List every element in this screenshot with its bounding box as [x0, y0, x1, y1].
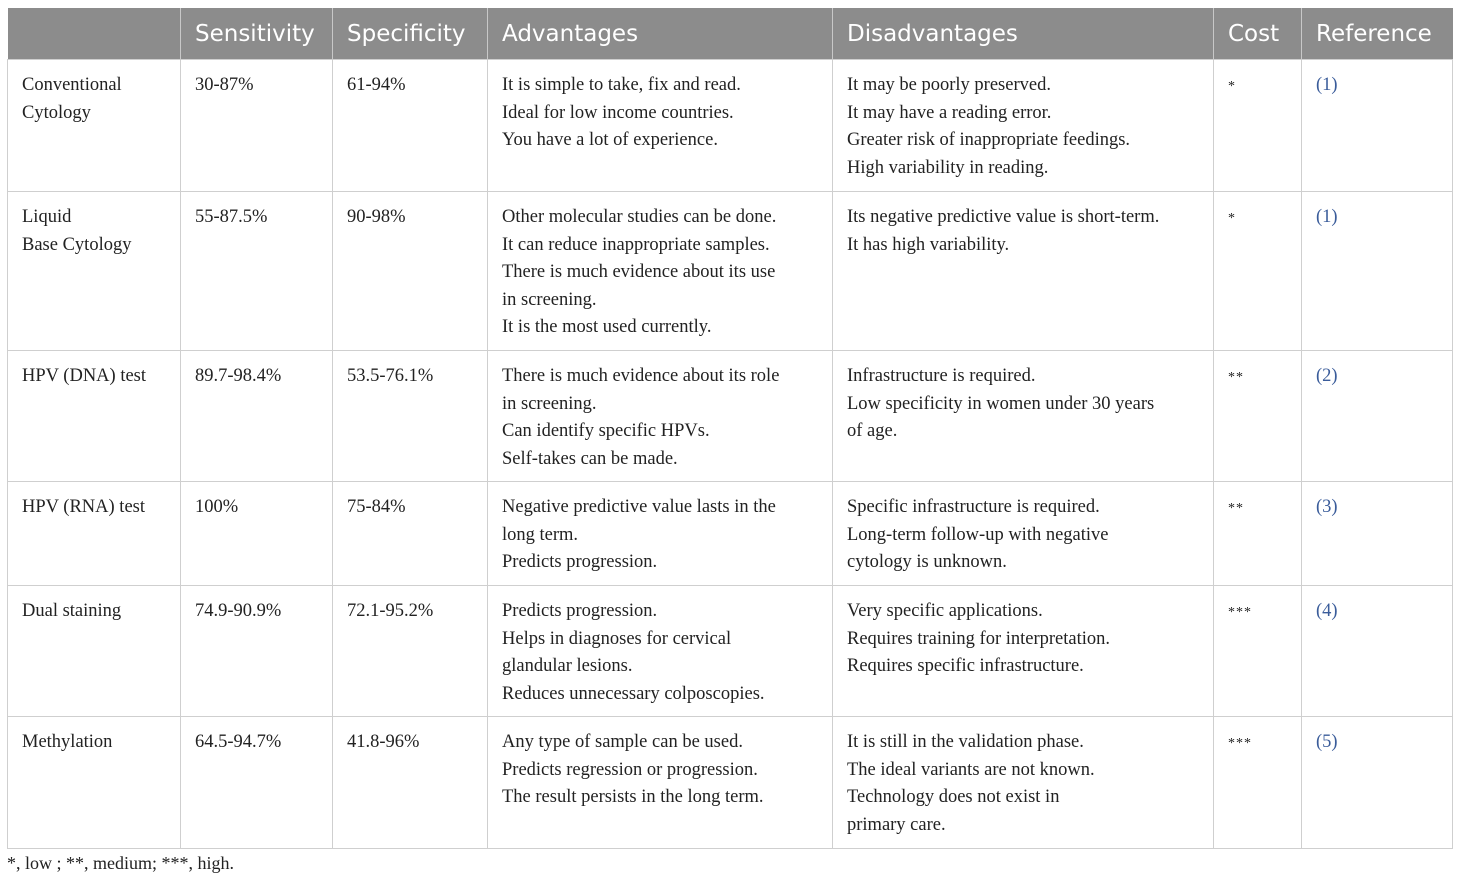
advantages-cell: [488, 60, 833, 192]
table-row: [8, 60, 1453, 192]
header-disadvantages: Disadvantages: [833, 8, 1214, 60]
cost-cell-text: *: [1228, 79, 1236, 94]
specificity-cell: [333, 351, 488, 482]
advantages-cell-line: long term.: [502, 524, 579, 545]
advantages-cell-line: in screening.: [502, 393, 597, 414]
header-reference: Reference: [1302, 8, 1453, 60]
specificity-cell-text: 75-84%: [347, 497, 406, 517]
sensitivity-cell: [181, 482, 333, 586]
advantages-cell-line: It is the most used currently.: [502, 317, 712, 337]
disadvantages-cell-line: It has high variability.: [847, 234, 1010, 255]
screening-methods-table: [7, 8, 1453, 849]
cost-cell: [1214, 60, 1302, 192]
advantages-cell-line: Any type of sample can be used.: [502, 732, 743, 752]
sensitivity-cell-text: 55-87.5%: [195, 207, 268, 227]
advantages-cell-line: Helps in diagnoses for cervical: [502, 628, 732, 649]
test-name-cell: [8, 60, 181, 192]
disadvantages-cell-line: Technology does not exist in: [847, 787, 1060, 807]
disadvantages-cell-line: Specific infrastructure is required.: [847, 497, 1100, 517]
specificity-cell: [333, 192, 488, 351]
advantages-cell-line: Ideal for low income countries.: [502, 102, 734, 123]
specificity-cell-text: 72.1-95.2%: [347, 601, 434, 621]
table-row: [8, 717, 1453, 849]
test-name-cell-line: Dual staining: [22, 601, 122, 621]
advantages-cell-line: in screening.: [502, 289, 597, 310]
advantages-cell-line: Predicts progression.: [502, 601, 658, 621]
reference-open-paren: (: [1316, 497, 1323, 517]
reference-link[interactable]: 5: [1322, 732, 1332, 752]
disadvantages-cell-line: Long-term follow-up with negative: [847, 524, 1109, 545]
sensitivity-cell: [181, 586, 333, 717]
disadvantages-cell-line: Infrastructure is required.: [847, 366, 1036, 386]
advantages-cell-line: Can identify specific HPVs.: [502, 421, 710, 441]
header-test: [8, 8, 181, 60]
specificity-cell: [333, 60, 488, 192]
advantages-cell-line: There is much evidence about its role: [502, 366, 780, 386]
disadvantages-cell: [833, 60, 1214, 192]
sensitivity-cell: [181, 717, 333, 849]
table-row: [8, 482, 1453, 586]
specificity-cell-text: 41.8-96%: [347, 732, 420, 752]
header-row: [8, 8, 1453, 60]
sensitivity-cell: [181, 192, 333, 351]
sensitivity-cell: [181, 60, 333, 192]
test-name-cell: [8, 482, 181, 586]
advantages-cell: [488, 482, 833, 586]
reference-link[interactable]: 1: [1322, 207, 1332, 227]
disadvantages-cell: [833, 192, 1214, 351]
specificity-cell: [333, 717, 488, 849]
reference-cell: [1302, 586, 1453, 717]
cost-cell-text: **: [1228, 370, 1244, 385]
cost-cell-text: ***: [1228, 605, 1252, 620]
test-name-cell-line: Conventional: [22, 75, 122, 95]
disadvantages-cell: [833, 351, 1214, 482]
reference-close-paren: ): [1331, 75, 1338, 95]
disadvantages-cell-line: Low specificity in women under 30 years: [847, 393, 1155, 414]
table-body: [8, 60, 1453, 849]
disadvantages-cell-line: The ideal variants are not known.: [847, 759, 1095, 780]
advantages-cell-line: You have a lot of experience.: [502, 130, 718, 150]
disadvantages-cell-line: cytology is unknown.: [847, 552, 1007, 572]
disadvantages-cell-line: Requires training for interpretation.: [847, 628, 1111, 649]
disadvantages-cell-line: High variability in reading.: [847, 157, 1049, 178]
specificity-cell-text: 90-98%: [347, 207, 406, 227]
reference-cell: [1302, 717, 1453, 849]
test-name-cell: [8, 351, 181, 482]
sensitivity-cell-text: 30-87%: [195, 75, 254, 95]
advantages-cell-line: Reduces unnecessary colposcopies.: [502, 683, 765, 704]
disadvantages-cell-line: It may have a reading error.: [847, 102, 1052, 123]
specificity-cell-text: 53.5-76.1%: [347, 366, 434, 386]
advantages-cell: [488, 351, 833, 482]
test-name-cell-line: Base Cytology: [22, 234, 132, 255]
test-name-cell-line: HPV (DNA) test: [22, 366, 147, 386]
reference-open-paren: (: [1316, 732, 1323, 752]
reference-cell: [1302, 60, 1453, 192]
advantages-cell-line: Other molecular studies can be done.: [502, 207, 777, 227]
reference-cell: [1302, 192, 1453, 351]
reference-link[interactable]: 4: [1322, 601, 1332, 621]
specificity-cell-text: 61-94%: [347, 75, 406, 95]
reference-close-paren: ): [1331, 497, 1338, 517]
disadvantages-cell-line: It may be poorly preserved.: [847, 75, 1051, 95]
cost-cell: [1214, 586, 1302, 717]
reference-close-paren: ): [1331, 366, 1338, 386]
advantages-cell-line: Negative predictive value lasts in the: [502, 497, 776, 517]
reference-link[interactable]: 3: [1322, 497, 1332, 517]
specificity-cell: [333, 586, 488, 717]
advantages-cell-line: It can reduce inappropriate samples.: [502, 234, 770, 255]
table-row: [8, 351, 1453, 482]
disadvantages-cell-line: of age.: [847, 421, 898, 441]
reference-cell: [1302, 482, 1453, 586]
advantages-cell-line: Predicts progression.: [502, 552, 658, 572]
test-name-cell: [8, 717, 181, 849]
disadvantages-cell-line: Greater risk of inappropriate feedings.: [847, 130, 1131, 150]
disadvantages-cell: [833, 482, 1214, 586]
reference-link[interactable]: 1: [1322, 75, 1332, 95]
test-name-cell-line: HPV (RNA) test: [22, 497, 145, 517]
advantages-cell-line: It is simple to take, fix and read.: [502, 75, 741, 95]
reference-link[interactable]: 2: [1322, 366, 1332, 386]
advantages-cell-line: There is much evidence about its use: [502, 262, 776, 282]
advantages-cell-line: Predicts regression or progression.: [502, 759, 758, 780]
reference-open-paren: (: [1316, 75, 1323, 95]
disadvantages-cell: [833, 586, 1214, 717]
sensitivity-cell-text: 64.5-94.7%: [195, 732, 282, 752]
reference-close-paren: ): [1331, 207, 1338, 227]
advantages-cell: [488, 717, 833, 849]
sensitivity-cell: [181, 351, 333, 482]
disadvantages-cell-line: Requires specific infrastructure.: [847, 656, 1084, 676]
sensitivity-cell-text: 100%: [195, 497, 239, 517]
advantages-cell-line: glandular lesions.: [502, 656, 633, 676]
reference-close-paren: ): [1331, 601, 1338, 621]
specificity-cell: [333, 482, 488, 586]
disadvantages-cell-line: It is still in the validation phase.: [847, 732, 1084, 752]
disadvantages-cell-line: primary care.: [847, 814, 946, 835]
cost-cell: [1214, 717, 1302, 849]
reference-close-paren: ): [1331, 732, 1338, 752]
reference-open-paren: (: [1316, 207, 1323, 227]
cost-cell: [1214, 482, 1302, 586]
advantages-cell: [488, 192, 833, 351]
test-name-cell-line: Cytology: [22, 102, 91, 123]
cost-cell: [1214, 351, 1302, 482]
disadvantages-cell-line: Very specific applications.: [847, 601, 1043, 621]
header-cost: Cost: [1214, 8, 1302, 60]
table-row: [8, 192, 1453, 351]
advantages-cell-line: The result persists in the long term.: [502, 787, 764, 807]
sensitivity-cell-text: 89.7-98.4%: [195, 366, 282, 386]
disadvantages-cell: [833, 717, 1214, 849]
test-name-cell: [8, 192, 181, 351]
cost-cell-text: **: [1228, 501, 1244, 516]
header-sensitivity: Sensitivity: [181, 8, 333, 60]
test-name-cell-line: Liquid: [22, 207, 72, 227]
advantages-cell-line: Self-takes can be made.: [502, 448, 678, 469]
table-footnote: *, low ; **, medium; ***, high.: [7, 853, 234, 873]
test-name-cell: [8, 586, 181, 717]
cost-cell-text: *: [1228, 211, 1236, 226]
comparison-table-container: [7, 8, 1452, 849]
reference-cell: [1302, 351, 1453, 482]
test-name-cell-line: Methylation: [22, 732, 113, 752]
reference-open-paren: (: [1316, 601, 1323, 621]
table-row: [8, 586, 1453, 717]
cost-cell: [1214, 192, 1302, 351]
disadvantages-cell-line: Its negative predictive value is short-term.: [847, 207, 1160, 227]
header-specificity: Specificity: [333, 8, 488, 60]
reference-open-paren: (: [1316, 366, 1323, 386]
header-advantages: Advantages: [488, 8, 833, 60]
advantages-cell: [488, 586, 833, 717]
cost-cell-text: ***: [1228, 736, 1252, 751]
sensitivity-cell-text: 74.9-90.9%: [195, 601, 282, 621]
